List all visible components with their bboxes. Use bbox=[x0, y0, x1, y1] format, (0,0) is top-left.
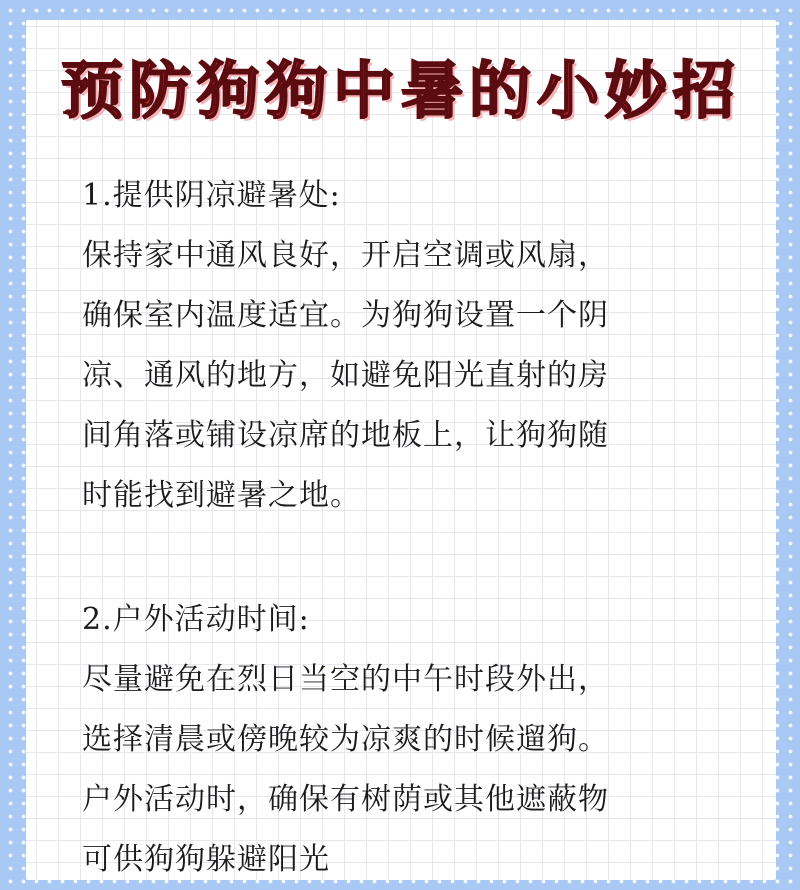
note-paper bbox=[26, 20, 776, 880]
tip-text-line: 间角落或铺设凉席的地板上，让狗狗随 bbox=[82, 418, 609, 453]
tip-text-line: 可供狗狗躲避阳光 bbox=[82, 842, 330, 877]
tip-text-line: 确保室内温度适宜。为狗狗设置一个阴 bbox=[82, 298, 609, 333]
tip-text-line: 时能找到避暑之地。 bbox=[82, 478, 361, 513]
tip-text-line: 选择清晨或傍晚较为凉爽的时候遛狗。 bbox=[82, 722, 609, 757]
tip-text-line: 保持家中通风良好，开启空调或风扇， bbox=[82, 238, 609, 273]
tip-heading: 1.提供阴凉避暑处: bbox=[82, 178, 341, 213]
tip-text-line: 户外活动时，确保有树荫或其他遮蔽物 bbox=[82, 782, 609, 817]
tip-section-outdoor-time bbox=[82, 590, 742, 890]
page-title: 预防狗狗中暑的小妙招 bbox=[60, 54, 741, 127]
tip-text-line: 凉、通风的地方，如避免阳光直射的房 bbox=[82, 358, 609, 393]
tip-heading: 2.户外活动时间: bbox=[82, 602, 310, 637]
tip-text-line: 尽量避免在烈日当空的中午时段外出， bbox=[82, 662, 609, 697]
tip-section-shade bbox=[82, 166, 742, 526]
